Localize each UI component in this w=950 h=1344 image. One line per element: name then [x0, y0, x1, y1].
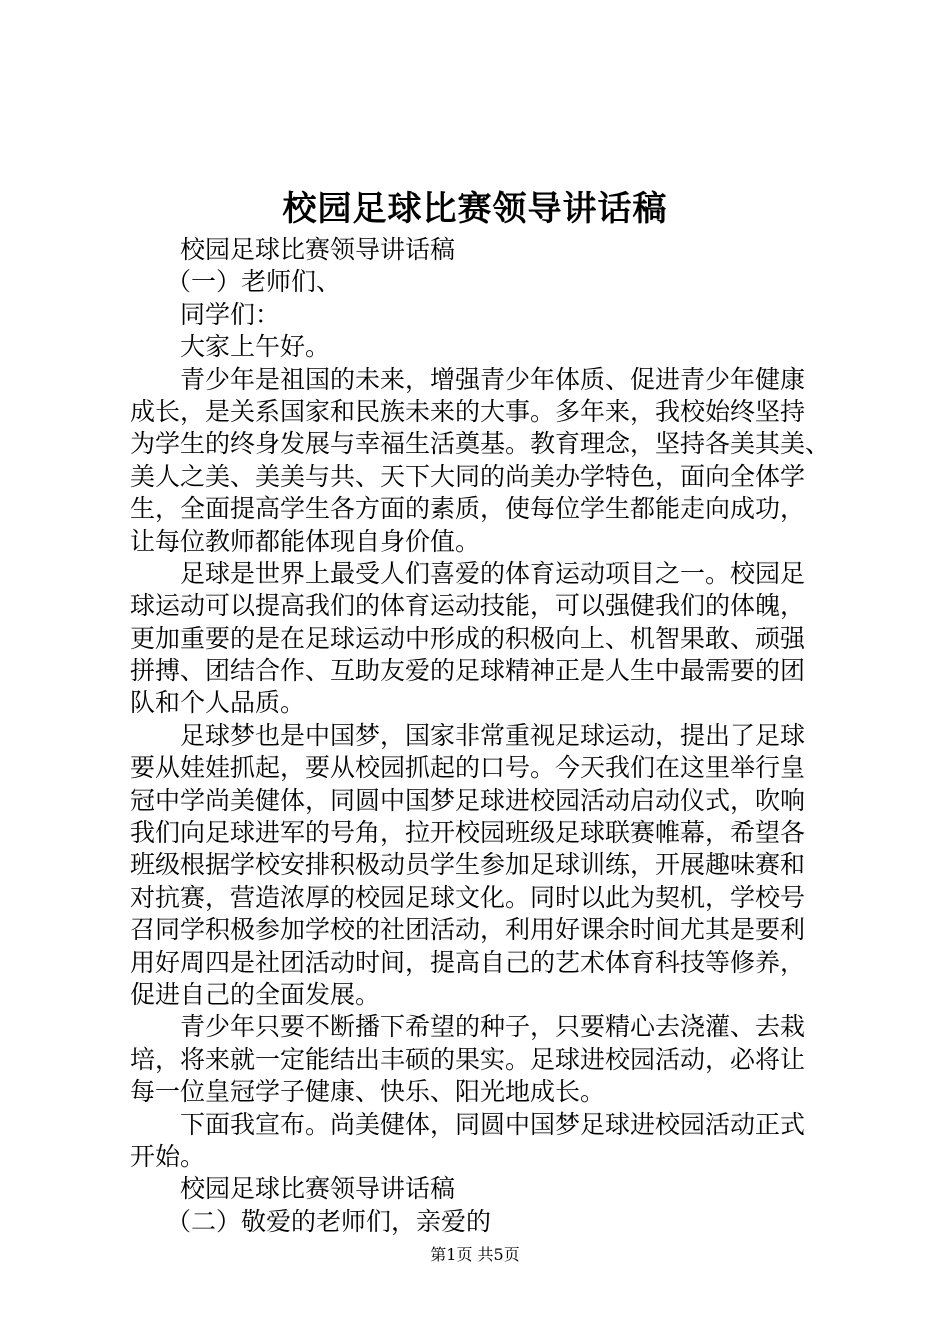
text-line: 我们向足球进军的号角，拉开校园班级足球联赛帷幕，希望各 — [130, 818, 806, 848]
text-line: 更加重要的是在足球运动中形成的积极向上、机智果敢、顽强 — [130, 623, 806, 653]
text-line: 促进自己的全面发展。 — [130, 979, 381, 1009]
page-footer: 第1页 共5页 — [430, 1245, 520, 1264]
text-line: 青少年是祖国的未来，增强青少年体质、促进青少年健康 — [180, 364, 806, 394]
text-line: 冠中学尚美健体，同圆中国梦足球进校园活动启动仪式，吹响 — [130, 785, 806, 815]
text-line: 成长，是关系国家和民族未来的大事。多年来，我校始终坚持 — [130, 396, 806, 426]
text-line: 校园足球比赛领导讲话稿 — [180, 235, 456, 264]
text-line: 足球是世界上最受人们喜爱的体育运动项目之一。校园足 — [180, 558, 806, 588]
text-line: 生，全面提高学生各方面的素质，使每位学生都能走向成功， — [130, 494, 806, 524]
text-line: 美人之美、美美与共、天下大同的尚美办学特色，面向全体学 — [130, 461, 806, 491]
text-line: 足球梦也是中国梦，国家非常重视足球运动，提出了足球 — [180, 720, 806, 750]
text-line: （一）老师们、 — [166, 267, 342, 297]
text-line: 青少年只要不断播下希望的种子，只要精心去浇灌、去栽 — [180, 1012, 806, 1042]
text-line: 要从娃娃抓起，要从校园抓起的口号。今天我们在这里举行皇 — [130, 753, 806, 783]
text-line: 队和个人品质。 — [130, 688, 306, 718]
text-line: 球运动可以提高我们的体育运动技能，可以强健我们的体魄， — [130, 591, 806, 621]
page-title: 校园足球比赛领导讲话稿 — [282, 189, 668, 229]
text-line: 召同学积极参加学校的社团活动，利用好课余时间尤其是要利 — [130, 915, 806, 945]
text-line: 为学生的终身发展与幸福生活奠基。教育理念，坚持各美其美、 — [130, 429, 831, 459]
text-line: 校园足球比赛领导讲话稿 — [180, 1174, 456, 1204]
text-line: 下面我宣布。尚美健体，同圆中国梦足球进校园活动正式 — [180, 1109, 806, 1139]
text-line: 让每位教师都能体现自身价值。 — [130, 526, 481, 556]
text-line: 对抗赛，营造浓厚的校园足球文化。同时以此为契机，学校号 — [130, 882, 806, 912]
text-line: 班级根据学校安排积极动员学生参加足球训练，开展趣味赛和 — [130, 850, 806, 880]
text-line: （二）敬爱的老师们，亲爱的 — [166, 1206, 492, 1236]
text-line: 用好周四是社团活动时间，提高自己的艺术体育科技等修养， — [130, 947, 806, 977]
text-line: 培，将来就一定能结出丰硕的果实。足球进校园活动，必将让 — [130, 1044, 806, 1074]
text-line: 大家上午好。 — [180, 332, 331, 362]
text-line: 每一位皇冠学子健康、快乐、阳光地成长。 — [130, 1077, 606, 1107]
text-line: 同学们： — [180, 299, 281, 329]
text-line: 开始。 — [130, 1141, 206, 1171]
text-line: 拼搏、团结合作、互助友爱的足球精神正是人生中最需要的团 — [130, 656, 806, 686]
document-body — [130, 234, 830, 1238]
